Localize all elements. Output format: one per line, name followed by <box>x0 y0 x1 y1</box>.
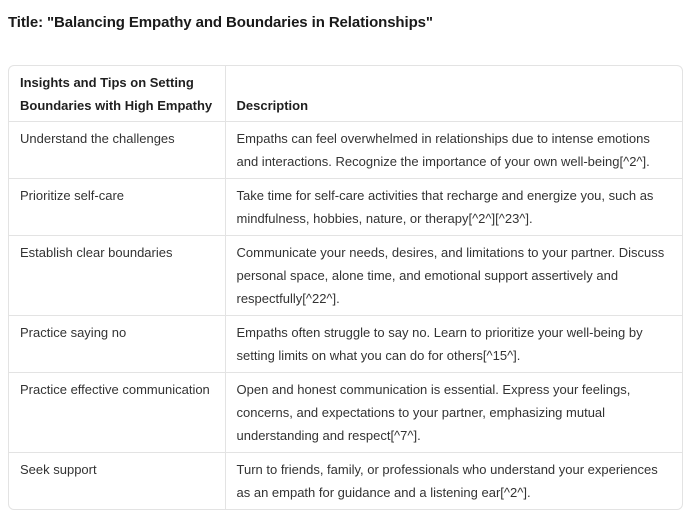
tips-table-container <box>8 65 683 510</box>
table-row <box>9 122 682 179</box>
description-cell: Open and honest communication is essential. Express your feelings, concerns, and expectations to your partner, emphasizing mutual understanding and respect[^7^]. <box>225 373 682 453</box>
tip-cell: Understand the challenges <box>9 122 225 179</box>
header-tips: Insights and Tips on Setting Boundaries with High Empathy <box>9 66 225 122</box>
description-cell: Empaths often struggle to say no. Learn to prioritize your well-being by setting limits on what you can do for others[^15^]. <box>225 316 682 373</box>
table-header-row <box>9 66 682 122</box>
page-title: Title: "Balancing Empathy and Boundaries in Relationships" <box>8 14 433 31</box>
description-cell: Communicate your needs, desires, and limitations to your partner. Discuss personal space, alone time, and emotional support assertively and respectfully[^22^]. <box>225 236 682 316</box>
tip-cell: Practice saying no <box>9 316 225 373</box>
tip-cell: Practice effective communication <box>9 373 225 453</box>
table-row <box>9 373 682 453</box>
tip-cell: Establish clear boundaries <box>9 236 225 316</box>
tip-cell: Prioritize self-care <box>9 179 225 236</box>
description-cell: Take time for self-care activities that recharge and energize you, such as mindfulness, hobbies, nature, or therapy[^2^][^23^]. <box>225 179 682 236</box>
table-row <box>9 179 682 236</box>
tips-table <box>9 66 682 509</box>
table-row <box>9 453 682 510</box>
table-row <box>9 236 682 316</box>
description-cell: Empaths can feel overwhelmed in relationships due to intense emotions and interactions. Recognize the importance of your own well-being[^2^]. <box>225 122 682 179</box>
table-row <box>9 316 682 373</box>
description-cell: Turn to friends, family, or professionals who understand your experiences as an empath for guidance and a listening ear[^2^]. <box>236 462 658 500</box>
header-description: Description <box>225 66 682 122</box>
tip-cell: Seek support <box>9 453 225 510</box>
